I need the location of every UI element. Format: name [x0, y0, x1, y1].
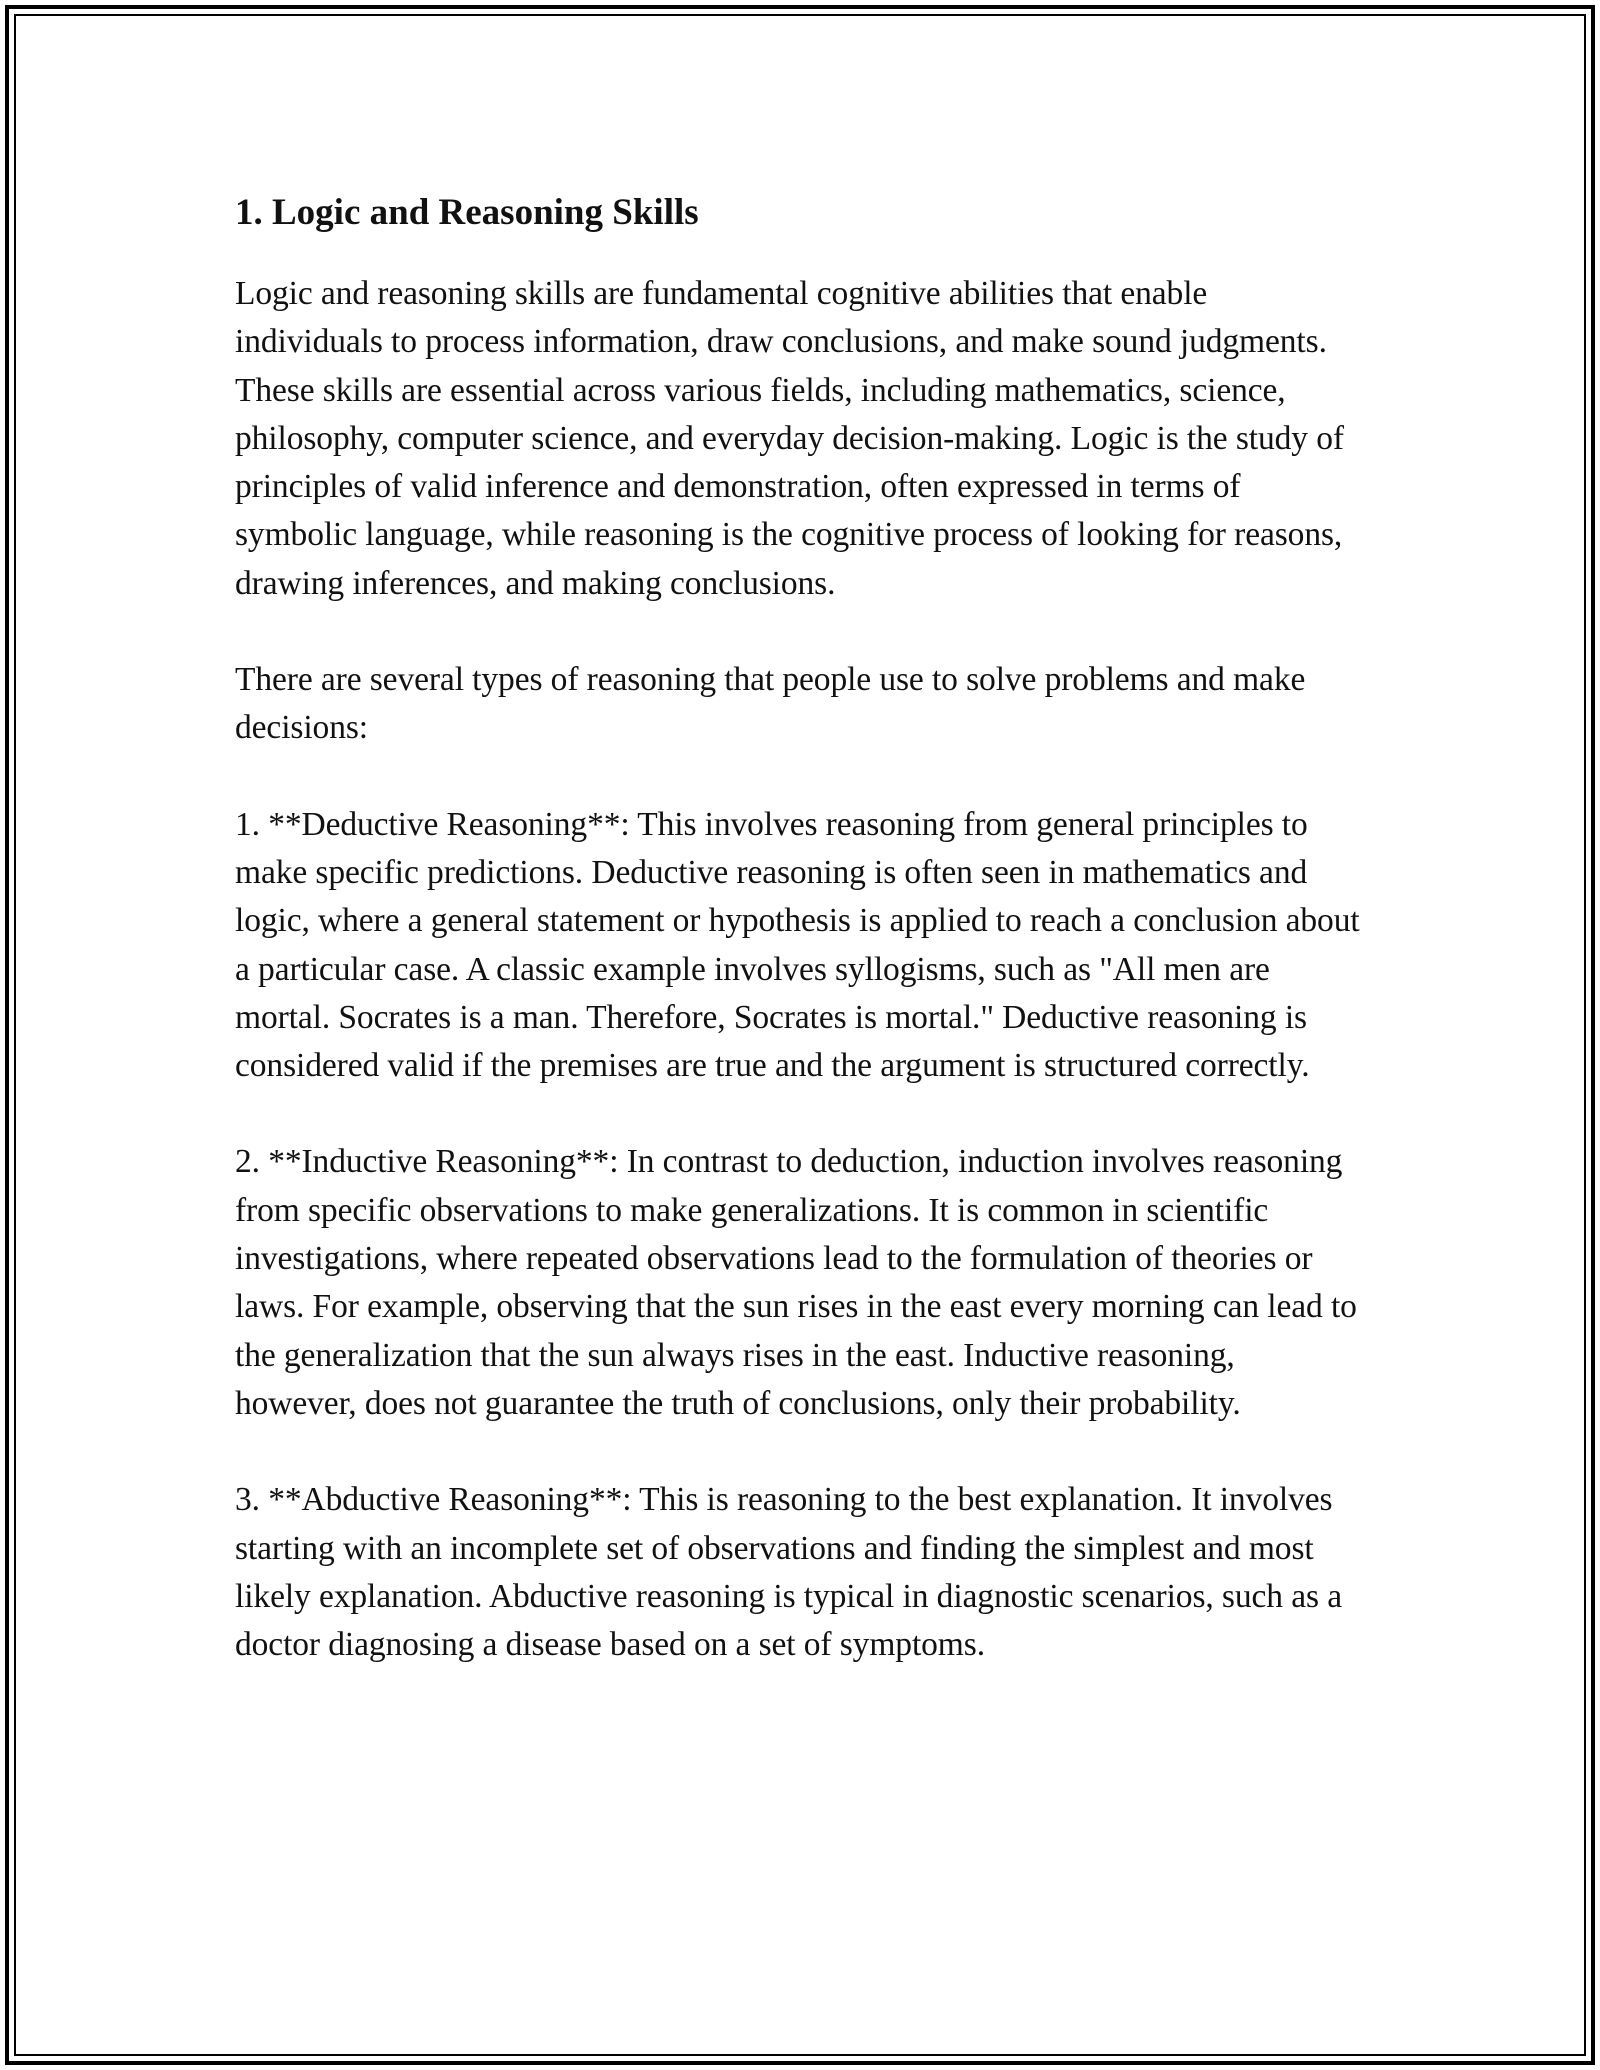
- section-heading: 1. Logic and Reasoning Skills: [235, 192, 699, 233]
- inductive-reasoning-paragraph: 2. **Inductive Reasoning**: In contrast to deduction, induction involves reasoning from specific observations to make generalizations. It is common in scientific investigations, where repeated observations lead to the formulation of theories or laws. For example, observing that the sun rises in the east every morning can lead to the generalization that the sun always rises in the east. Inductive reasoning, however, does not guarantee the truth of conclusions, only their probability.: [235, 1143, 1357, 1422]
- abductive-reasoning-paragraph: 3. **Abductive Reasoning**: This is reasoning to the best explanation. It involves starting with an incomplete set of observations and finding the simplest and most likely explanation. Abductive reasoning is typical in diagnostic scenarios, such as a doctor diagnosing a disease based on a set of symptoms.: [235, 1481, 1342, 1664]
- types-intro-paragraph: There are several types of reasoning that people use to solve problems and make decisions:: [235, 661, 1306, 747]
- document-body: [235, 190, 1360, 1717]
- intro-paragraph: Logic and reasoning skills are fundamental cognitive abilities that enable individuals to process information, draw conclusions, and make sound judgments. These skills are essential across various fields, including mathematics, science, philosophy, computer science, and everyday decision-making. Logic is the study of principles of valid inference and demonstration, often expressed in terms of symbolic language, while reasoning is the cognitive process of looking for reasons, drawing inferences, and making conclusions.: [235, 275, 1344, 602]
- deductive-reasoning-paragraph: 1. **Deductive Reasoning**: This involves reasoning from general principles to make specific predictions. Deductive reasoning is often seen in mathematics and logic, where a general statement or hypothesis is applied to reach a conclusion about a particular case. A classic example involves syllogisms, such as "All men are mortal. Socrates is a man. Therefore, Socrates is mortal." Deductive reasoning is considered valid if the premises are true and the argument is structured correctly.: [235, 805, 1360, 1085]
